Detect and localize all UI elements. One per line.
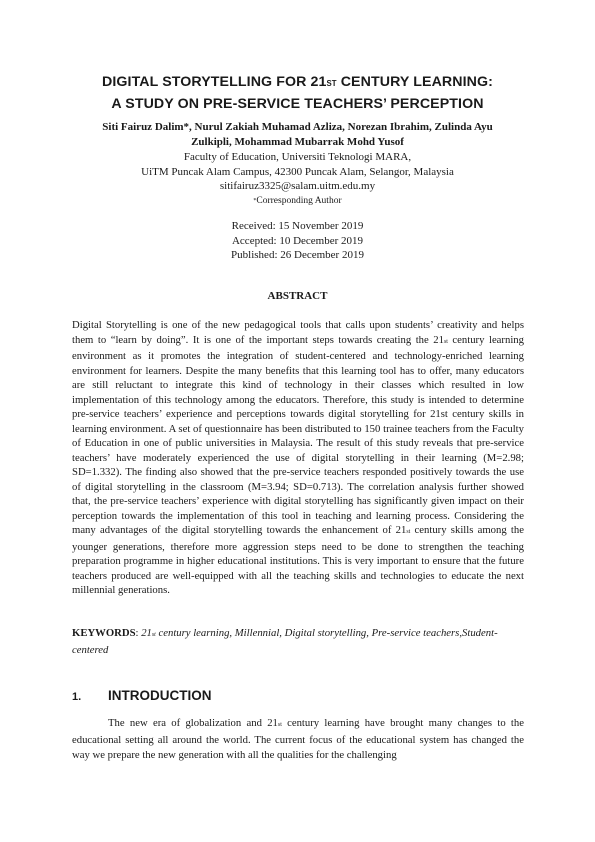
authors-line2: Zulkipli, Mohammad Mubarrak Mohd Yusof [191, 135, 404, 148]
abstract-text-3: century skills among the younger generations, therefore more aggression steps need to be done to strengthen the teaching preparation programme in higher educational institutions. This is very important to ensure that the future teachers produced are well-equipped with all the teaching skills and technologies to educate the next millennial generations. [72, 524, 524, 596]
intro-text-a: The new era of globalization and 21 [108, 717, 278, 729]
authors-line1: Siti Fairuz Dalim*, Nurul Zakiah Muhamad Azliza, Norezan Ibrahim, Zulinda Ayu [102, 121, 493, 133]
title-line2: A STUDY ON PRE-SERVICE TEACHERS’ PERCEPTION [111, 96, 484, 112]
keywords-colon: : [135, 627, 142, 639]
keyword-superscript: st [151, 632, 156, 639]
abstract-text-2: century learning environment as it promotes the integration of student-centered and technology-enriched learning environment for learners. Despite the many benefits that this learning tool has to offer, many educators are still reluctant to integrate this kind of technology in their classes which resulted in low implementation of this technology among the educators. Therefore, this study is intended to determine pre-service teachers’ experience and perceptions towards digital storytelling for 21st century skills in learning environment. A set of questionnaire has been distributed to 150 trainee teachers from the Faculty of Education in one of public universities in Malaysia. The result of this study reveals that pre-service teachers’ have moderately experienced the use of digital storytelling in their learning (M=2.98; SD=1.332). The finding also showed that the pre-service teachers responded positively towards the use of digital storytelling in the classroom (M=3.94; SD=0.713). The correlation analysis further showed that, the pre-service teachers’ experience with digital storytelling has significantly given impact on their perception towards the implementation of this tool in teaching and learning process. Considering the many advantages of the digital storytelling towards the enhancement of 21 [72, 333, 524, 536]
abstract-superscript-2: st [406, 529, 411, 536]
keywords-block [72, 626, 524, 658]
author-email: sitifairuz3325@salam.uitm.edu.my [219, 180, 376, 192]
corresponding-label: Corresponding Author [256, 195, 342, 206]
affiliation-line1: Faculty of Education, Universiti Teknologi MARA, [183, 151, 412, 163]
keyword-rest: century learning, Millennial, Digital storytelling, Pre-service teachers,Student-centered [72, 627, 498, 656]
abstract-body [72, 318, 524, 598]
published-date: Published: 26 December 2019 [231, 249, 364, 261]
keyword-21: 21 [141, 627, 152, 639]
affiliation-line2: UiTM Puncak Alam Campus, 42300 Puncak Alam, Selangor, Malaysia [141, 165, 454, 178]
title-line1-b: CENTURY LEARNING: [336, 74, 493, 90]
paper-title [40, 72, 555, 114]
received-date: Received: 15 November 2019 [231, 220, 364, 232]
section-number: 1. [72, 691, 82, 703]
intro-text-b: century learning have brought many changes to the educational setting all around the world. The current focus of the educational system has changed the way we prepare the new generation with all the qualities for the challenging [72, 717, 524, 761]
publication-dates [70, 219, 525, 263]
section-heading-introduction [72, 688, 524, 703]
section-title: INTRODUCTION [108, 688, 212, 703]
abstract-heading: ABSTRACT [267, 290, 328, 302]
introduction-paragraph [72, 716, 524, 763]
title-superscript: ST [326, 79, 337, 89]
abstract-text-1: Digital Storytelling is one of the new pedagogical tools that calls upon students’ creativity and helps them to “learn by doing”. It is one of the important steps towards creating the 21 [72, 319, 524, 346]
affiliation-block [70, 150, 525, 208]
author-list [70, 120, 525, 149]
intro-superscript: st [277, 722, 282, 729]
keywords-label: KEYWORDS [72, 627, 136, 639]
title-line1-a: DIGITAL STORYTELLING FOR 21 [102, 74, 327, 90]
accepted-date: Accepted: 10 December 2019 [231, 234, 364, 247]
abstract-superscript-1: st [443, 338, 448, 345]
corresponding-author-note [70, 194, 525, 209]
corresponding-star: * [253, 197, 257, 204]
